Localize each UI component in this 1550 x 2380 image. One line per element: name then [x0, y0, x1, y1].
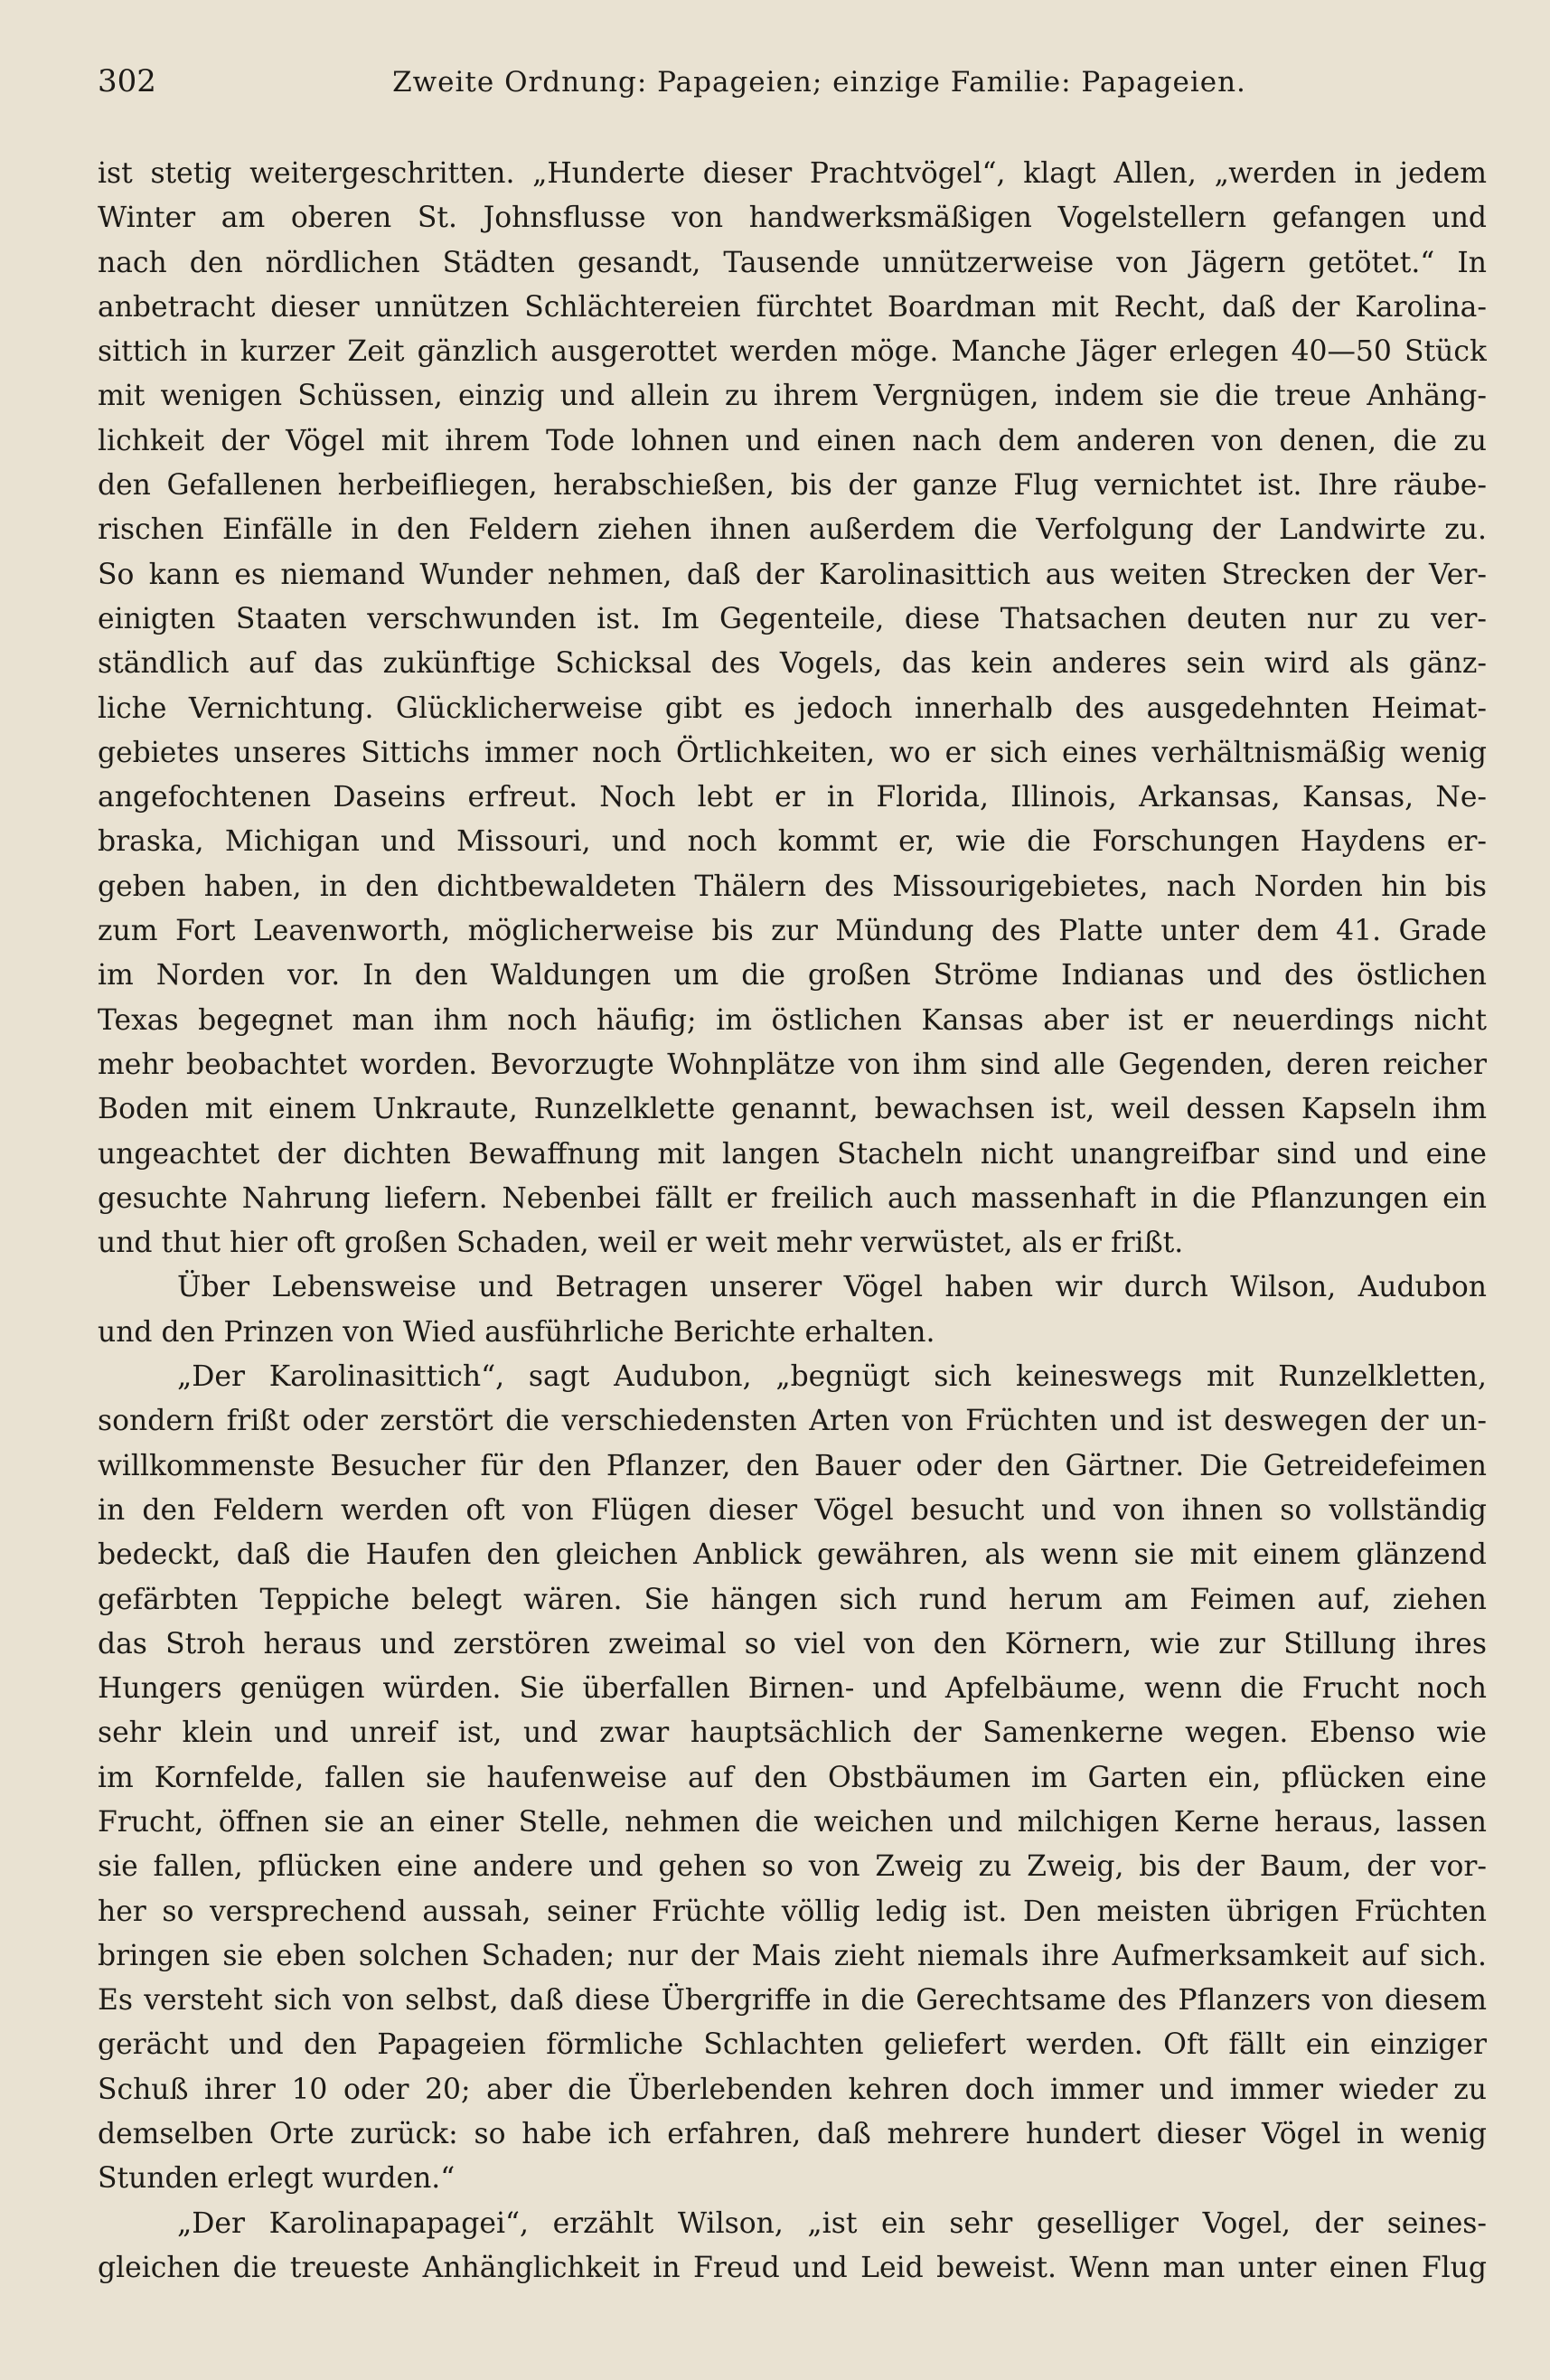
text-line: gesuchte Nahrung liefern. Nebenbei fällt er freilich auch massenhaft in die Pflanzungen ein — [98, 1181, 1487, 1215]
page-header — [98, 63, 1487, 118]
text-line: Schuß ihrer 10 oder 20; aber die Überlebenden kehren doch immer und immer wieder zu — [98, 2073, 1487, 2106]
page-number: 302 — [98, 63, 156, 99]
text-line: ist stetig weitergeschritten. „Hunderte dieser Prachtvögel“, klagt Allen, „werden in jedem — [98, 157, 1487, 190]
text-line: anbetracht dieser unnützen Schlächtereien fürchtet Boardman mit Recht, daß der Karolina- — [98, 290, 1487, 324]
text-line: gebietes unseres Sittichs immer noch Örtlichkeiten, wo er sich eines verhältnismäßig wenig — [98, 736, 1487, 769]
text-line: lichkeit der Vögel mit ihrem Tode lohnen und einen nach dem anderen von denen, die zu — [98, 424, 1487, 457]
text-line: gerächt und den Papageien förmliche Schlachten geliefert werden. Oft fällt ein einziger — [98, 2028, 1487, 2062]
text-line: rischen Einfälle in den Feldern ziehen ihnen außerdem die Verfolgung der Landwirte zu. — [98, 513, 1487, 547]
text-line: den Gefallenen herbeifliegen, herabschießen, bis der ganze Flug vernichtet ist. Ihre räube- — [98, 469, 1487, 503]
text-line: das Stroh heraus und zerstören zweimal so viel von den Körnern, wie zur Stillung ihres — [98, 1627, 1487, 1660]
text-line: einigten Staaten verschwunden ist. Im Gegenteile, diese Thatsachen deuten nur zu ver- — [98, 602, 1487, 635]
text-line: Boden mit einem Unkraute, Runzelklette genannt, bewachsen ist, weil dessen Kapseln ihm — [98, 1093, 1487, 1126]
text-line: her so versprechend aussah, seiner Früchte völlig ledig ist. Den meisten übrigen Früchten — [98, 1895, 1487, 1928]
text-line: nach den nördlichen Städten gesandt, Tausende unnützerweise von Jägern getötet.“ In — [98, 246, 1487, 279]
text-line: Es versteht sich von selbst, daß diese Übergriffe in die Gerechtsame des Pflanzers von diesem — [98, 1984, 1487, 2018]
running-head: Zweite Ordnung: Papageien; einzige Familie: Papageien. — [392, 66, 1246, 99]
text-line: und thut hier oft großen Schaden, weil er weit mehr verwüstet, als er frißt. — [98, 1227, 1184, 1260]
text-line: So kann es niemand Wunder nehmen, daß der Karolinasittich aus weiten Strecken der Ver- — [98, 558, 1487, 591]
text-line: Winter am oberen St. Johnsflusse von handwerksmäßigen Vogelstellern gefangen und — [98, 202, 1487, 235]
text-line: sittich in kurzer Zeit gänzlich ausgerottet werden möge. Manche Jäger erlegen 40—50 Stück — [98, 335, 1487, 369]
text-line: ständlich auf das zukünftige Schicksal des Vogels, das kein anderes sein wird als gänz- — [98, 647, 1487, 681]
text-line: bedeckt, daß die Haufen den gleichen Anblick gewähren, als wenn sie mit einem glänzend — [98, 1538, 1487, 1572]
text-line: gefärbten Teppiche belegt wären. Sie hängen sich rund herum am Feimen auf, ziehen — [98, 1583, 1487, 1616]
text-line: „Der Karolinasittich“, sagt Audubon, „begnügt sich keineswegs mit Runzelkletten, — [177, 1360, 1487, 1394]
text-line: angefochtenen Daseins erfreut. Noch lebt er in Florida, Illinois, Arkansas, Kansas, Ne- — [98, 781, 1487, 814]
text-line: Stunden erlegt wurden.“ — [98, 2162, 456, 2196]
body-text — [98, 152, 1487, 2291]
text-line: Texas begegnet man ihm noch häufig; im östlichen Kansas aber ist er neuerdings nicht — [98, 1003, 1487, 1037]
text-line: Über Lebensweise und Betragen unserer Vögel haben wir durch Wilson, Audubon — [177, 1271, 1487, 1304]
text-line: mehr beobachtet worden. Bevorzugte Wohnplätze von ihm sind alle Gegenden, deren reicher — [98, 1048, 1487, 1081]
text-line: sie fallen, pflücken eine andere und gehen so von Zweig zu Zweig, bis der Baum, der vor- — [98, 1850, 1487, 1884]
text-line: mit wenigen Schüssen, einzig und allein zu ihrem Vergnügen, indem sie die treue Anhäng- — [98, 380, 1487, 413]
text-line: sondern frißt oder zerstört die verschiedensten Arten von Früchten und ist deswegen der un- — [98, 1405, 1487, 1438]
text-line: demselben Orte zurück: so habe ich erfahren, daß mehrere hundert dieser Vögel in wenig — [98, 2118, 1487, 2151]
text-line: im Kornfelde, fallen sie haufenweise auf den Obstbäumen im Garten ein, pflücken eine — [98, 1761, 1487, 1794]
text-line: Frucht, öffnen sie an einer Stelle, nehmen die weichen und milchigen Kerne heraus, lassen — [98, 1805, 1487, 1839]
text-line: und den Prinzen von Wied ausführliche Berichte erhalten. — [98, 1315, 935, 1349]
text-line: „Der Karolinapapagei“, erzählt Wilson, „ist ein sehr geselliger Vogel, der seines- — [177, 2206, 1487, 2240]
text-line: im Norden vor. In den Waldungen um die großen Ströme Indianas und des östlichen — [98, 959, 1487, 992]
text-line: Hungers genügen würden. Sie überfallen Birnen- und Apfelbäume, wenn die Frucht noch — [98, 1672, 1487, 1706]
text-line: liche Vernichtung. Glücklicherweise gibt es jedoch innerhalb des ausgedehnten Heimat- — [98, 691, 1487, 725]
text-line: ungeachtet der dichten Bewaffnung mit langen Stacheln nicht unangreifbar sind und eine — [98, 1137, 1487, 1171]
text-line: in den Feldern werden oft von Flügen dieser Vögel besucht und von ihnen so vollständig — [98, 1493, 1487, 1527]
text-line: geben haben, in den dichtbewaldeten Thälern des Missourigebietes, nach Norden hin bis — [98, 870, 1487, 903]
text-line: bringen sie eben solchen Schaden; nur der Mais zieht niemals ihre Aufmerksamkeit auf sich. — [98, 1939, 1487, 1972]
text-line: sehr klein und unreif ist, und zwar hauptsächlich der Samenkerne wegen. Ebenso wie — [98, 1717, 1487, 1750]
text-line: gleichen die treueste Anhänglichkeit in Freud und Leid beweist. Wenn man unter einen Flug — [98, 2251, 1487, 2284]
text-line: braska, Michigan und Missouri, und noch kommt er, wie die Forschungen Haydens er- — [98, 825, 1487, 859]
text-line: willkommenste Besucher für den Pflanzer, den Bauer oder den Gärtner. Die Getreidefeimen — [98, 1449, 1487, 1482]
text-line: zum Fort Leavenworth, möglicherweise bis zur Mündung des Platte unter dem 41. Grade — [98, 915, 1487, 948]
